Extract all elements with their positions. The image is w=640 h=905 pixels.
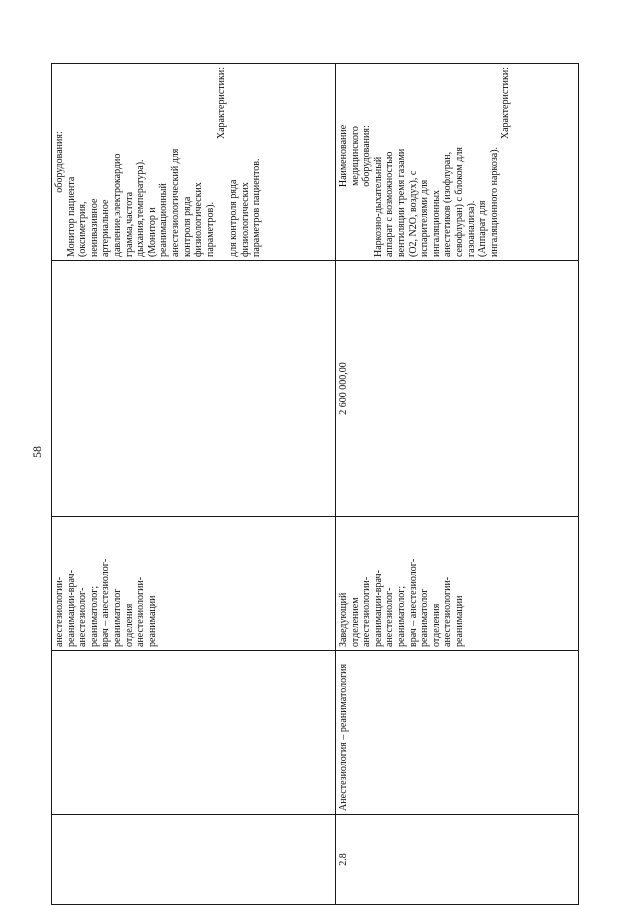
equipment-table <box>51 63 579 905</box>
table-row <box>52 64 336 905</box>
table-row <box>336 64 579 905</box>
page-number: 58 <box>30 446 44 458</box>
row-number-cell <box>52 815 336 905</box>
row-number-cell: 2.8 <box>336 815 579 905</box>
equipment-cell: оборудования: Монитор пациента (оксиметрия, неинвазивное артериальное давление,электрокардио грамма,частота дыхания,температура). (Монитор и реанимационный анестезиологический для контроля ряда физиологических параметров). Характеристики: для контроля ряда физиологических параметров пациентов. <box>52 64 336 261</box>
personnel-cell: Заведующий отделением анестезиологии- реанимации-врач- анестезиолог- реаниматолог; врач – анестезиолог- реаниматолог отделения анестезиологии- реанимации <box>336 517 579 651</box>
equipment-cell: Наименование медицинского оборудования: Наркозно-дыхательный аппарат с возможностью вентиляции тремя газами (О2, N2O, воздух), с испарителями для ингаляционных анестетиков (изофлуран, севофлуран) с блоком для газоанализа). (Аппарат для ингаляционного наркоза). Характеристики: <box>336 64 579 261</box>
specialty-cell: Анестезиология – реаниматология <box>336 651 579 815</box>
rotated-table-container <box>51 64 578 905</box>
personnel-cell: анестезиологии- реанимации-врач- анестезиолог- реаниматолог; врач – анестезиолог- реаниматолог отделения анестезиологии- реанимации <box>52 517 336 651</box>
price-cell <box>52 261 336 517</box>
price-cell: 2 600 000,00 <box>336 261 579 517</box>
specialty-cell <box>52 651 336 815</box>
